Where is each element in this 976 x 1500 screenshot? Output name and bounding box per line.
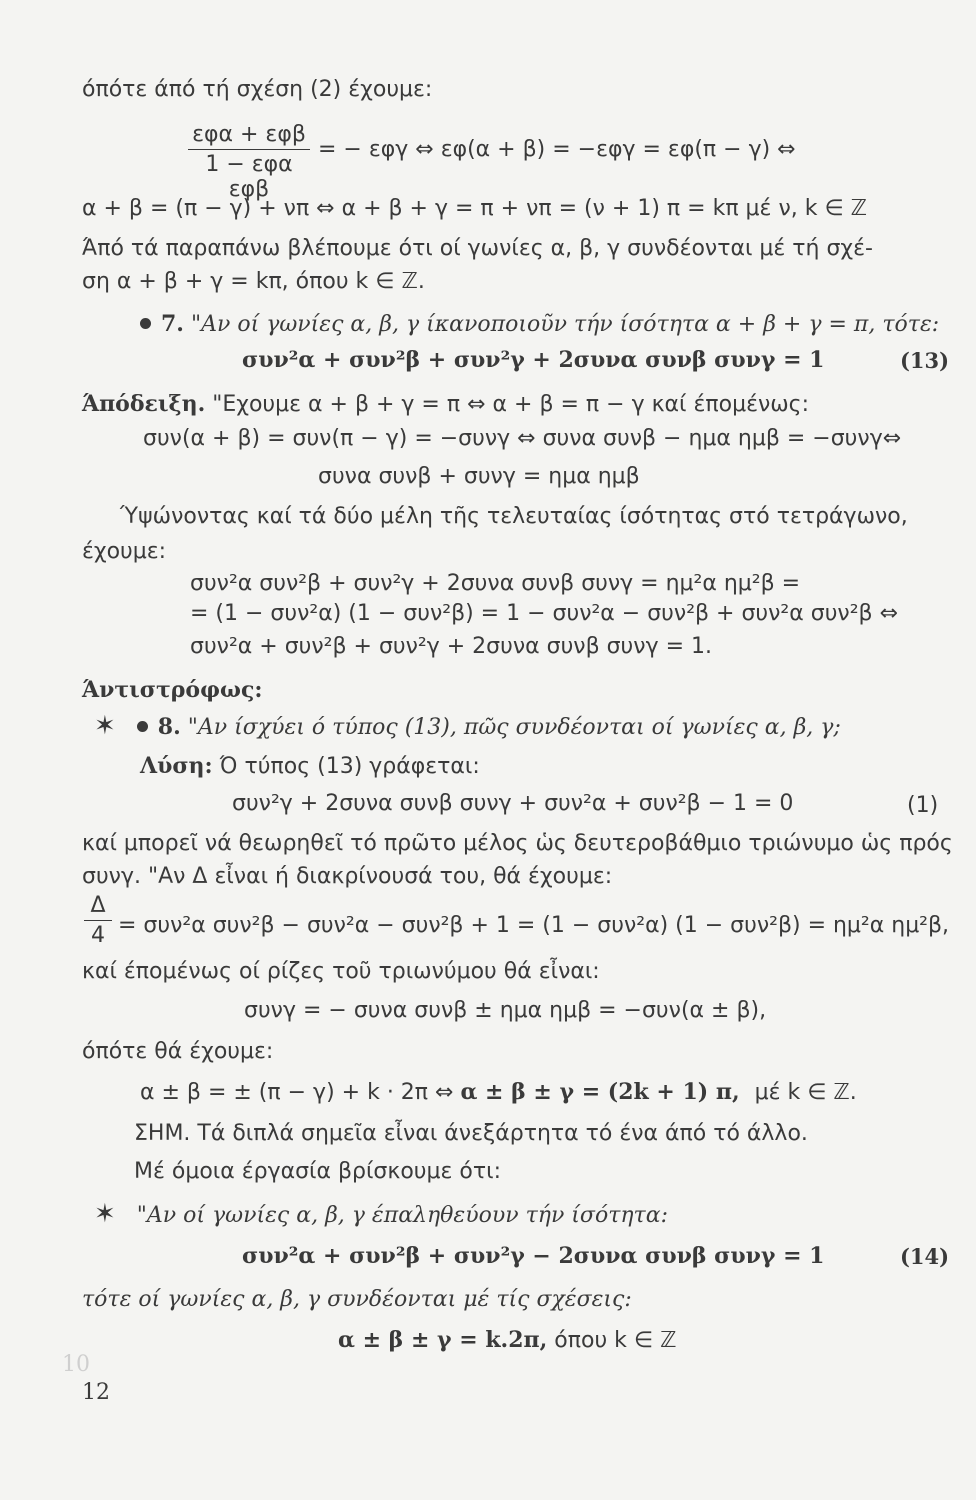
fraction-tan-sum bbox=[188, 122, 310, 202]
paragraph-line: συνγ. "Αν Δ εἶναι ή διακρίνουσά του, θά έχουμε: bbox=[82, 864, 613, 889]
paragraph-line: Άπό τά παραπάνω βλέπουμε ότι οί γωνίες α, β, γ συνδέονται μέ τή σχέ- bbox=[82, 236, 873, 261]
star-icon: ✶ bbox=[94, 711, 116, 741]
equation-number: (14) bbox=[900, 1244, 950, 1269]
paragraph-line: τότε οί γωνίες α, β, γ συνδέονται μέ τίς σχέσεις: bbox=[82, 1287, 632, 1312]
paragraph-line: Μέ όμοια έργασία βρίσκουμε ότι: bbox=[134, 1159, 501, 1184]
equation-line: συν²α συν²β + συν²γ + 2συνα συνβ συνγ = ημ²α ημ²β = bbox=[190, 571, 801, 596]
paragraph-line: καί μπορεῖ νά θεωρηθεῖ τό πρῶτο μέλος ὡς δευτεροβάθμιο τριώνυμο ὡς πρός bbox=[82, 831, 953, 856]
note-line: ΣΗΜ. Τά διπλά σημεῖα εἶναι άνεξάρτητα τό ένα άπό τό άλλο. bbox=[134, 1121, 808, 1146]
bullet-icon bbox=[140, 318, 151, 329]
problem-8 bbox=[94, 712, 841, 742]
fraction-bar bbox=[188, 149, 310, 150]
result-line bbox=[140, 1078, 857, 1107]
proof-line bbox=[82, 390, 809, 419]
theorem-statement: "Αν οί γωνίες α, β, γ ίκανοποιοῦν τήν ίσότητα α + β + γ = π, τότε: bbox=[190, 312, 940, 337]
fraction-denominator: 1 − εφα εφβ bbox=[205, 152, 293, 202]
intro-line: όπότε άπό τή σχέση (2) έχουμε: bbox=[82, 77, 433, 102]
result-formula: α ± β ± γ = k.2π, bbox=[338, 1327, 548, 1353]
problem-number: 8. bbox=[157, 714, 181, 740]
problem-statement: "Αν ίσχύει ό τύπος (13), πῶς συνδέονται οί γωνίες α, β, γ; bbox=[187, 715, 841, 740]
paragraph-line: έχουμε: bbox=[82, 539, 167, 564]
equation-line: συν(α + β) = συν(π − γ) = −συνγ ⇔ συνα συνβ − ημα ημβ = −συνγ⇔ bbox=[143, 426, 902, 451]
equation-line: συνα συνβ + συνγ = ημα ημβ bbox=[318, 464, 640, 489]
paragraph-line: όπότε θά έχουμε: bbox=[82, 1039, 274, 1064]
solution-line bbox=[140, 752, 480, 781]
equation-part: α ± β = ± (π − γ) + k · 2π ⇔ bbox=[140, 1080, 454, 1105]
paragraph-line: καί έπομένως οί ρίζες τοῦ τριωνύμου θά εἶναι: bbox=[82, 959, 600, 984]
fraction-numerator: εφα + εφβ bbox=[192, 122, 306, 147]
result-formula: α ± β ± γ = (2k + 1) π, bbox=[460, 1079, 740, 1105]
equation-line: συν²α + συν²β + συν²γ + 2συνα συνβ συνγ = 1. bbox=[190, 634, 713, 659]
fraction-discriminant bbox=[84, 893, 112, 948]
equation-part: όπου k ∈ ℤ bbox=[554, 1328, 677, 1353]
page-number: 12 bbox=[82, 1380, 110, 1405]
equation-number: (13) bbox=[900, 348, 950, 373]
fraction-bar bbox=[84, 920, 112, 921]
equation-line: συν²γ + 2συνα συνβ συνγ + συν²α + συν²β − 1 = 0 bbox=[232, 791, 794, 816]
equation-line: = συν²α συν²β − συν²α − συν²β + 1 = (1 − συν²α) (1 − συν²β) = ημ²α ημ²β, bbox=[118, 913, 950, 938]
fraction-denominator: 4 bbox=[91, 923, 105, 948]
problem-statement-2 bbox=[94, 1200, 668, 1230]
converse-heading: Άντιστρόφως: bbox=[82, 677, 263, 703]
theorem-number: 7. bbox=[161, 311, 184, 337]
final-result bbox=[338, 1326, 676, 1355]
equation-part: μέ k ∈ ℤ. bbox=[754, 1080, 857, 1105]
solution-text: Ό τύπος (13) γράφεται: bbox=[219, 754, 480, 779]
equation-number: (1) bbox=[907, 793, 939, 818]
equation-tan-continuation: = − εφγ ⇔ εφ(α + β) = −εφγ = εφ(π − γ) ⇔ bbox=[318, 137, 796, 162]
paragraph-line: ση α + β + γ = kπ, όπου k ∈ ℤ. bbox=[82, 269, 425, 294]
formula-14: συν²α + συν²β + συν²γ − 2συνα συνβ συνγ = 1 bbox=[242, 1243, 825, 1269]
bleed-through-number: 10 bbox=[62, 1352, 90, 1377]
theorem-7 bbox=[140, 310, 939, 339]
star-icon: ✶ bbox=[94, 1199, 116, 1229]
paragraph-line: Ύψώνοντας καί τά δύο μέλη τῆς τελευταίας ίσότητας στό τετράγωνο, bbox=[120, 504, 908, 529]
bullet-icon bbox=[137, 721, 148, 732]
proof-text: "Εχουμε α + β + γ = π ⇔ α + β = π − γ καί έπομένως: bbox=[212, 392, 810, 417]
equation-angle-sum: α + β = (π − γ) + νπ ⇔ α + β + γ = π + νπ = (ν + 1) π = kπ μέ ν, k ∈ ℤ bbox=[82, 196, 867, 221]
statement-text: "Αν οί γωνίες α, β, γ έπαληθεύουν τήν ίσότητα: bbox=[136, 1203, 668, 1228]
equation-line: = (1 − συν²α) (1 − συν²β) = 1 − συν²α − συν²β + συν²α συν²β ⇔ bbox=[190, 601, 898, 626]
equation-line: συνγ = − συνα συνβ ± ημα ημβ = −συν(α ± β), bbox=[244, 998, 767, 1023]
formula-13: συν²α + συν²β + συν²γ + 2συνα συνβ συνγ = 1 bbox=[242, 347, 825, 373]
fraction-numerator: Δ bbox=[90, 893, 106, 918]
proof-label: Άπόδειξη. bbox=[82, 391, 206, 417]
solution-label: Λύση: bbox=[140, 753, 213, 779]
